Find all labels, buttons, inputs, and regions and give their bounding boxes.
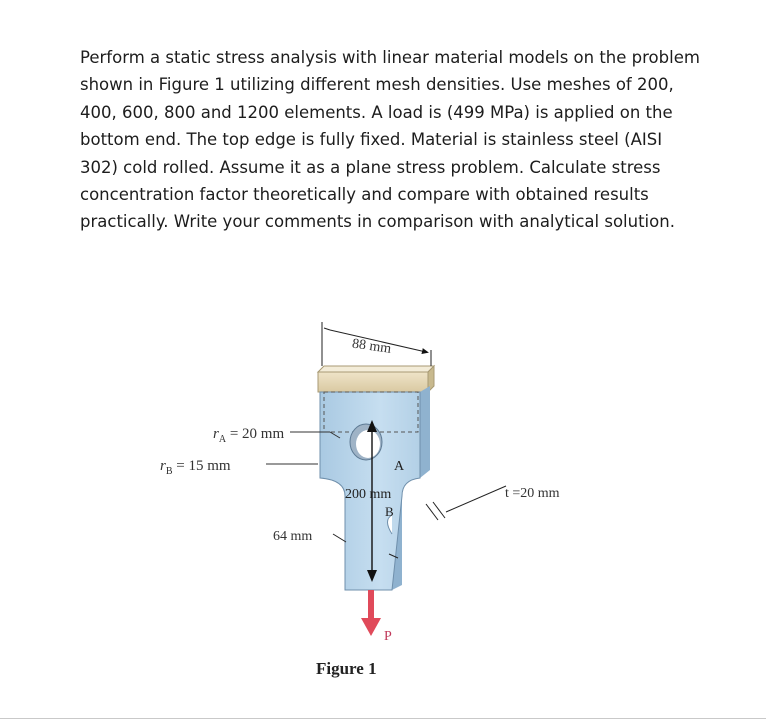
problem-statement: Perform a static stress analysis with linear material models on the problem shown in Figure 1 utilizing different mesh densities. Use meshes of 200, 400, 600, 800 and 1200 elements. A load is (499 MPa) is applied on the bottom end. The top edge is fully fixed. Material is stainless steel (AISI 302) cold rolled. Assume it as a plane stress problem. Calculate stress concentration factor theoretically and compare with obtained results practically. Write your comments in comparison with analytical solution. (80, 48, 700, 232)
point-b-label: B (385, 504, 394, 519)
length-dimension-label: 200 mm (345, 487, 392, 502)
width-dimension-label: 88 mm (351, 336, 393, 357)
load-label: P (384, 629, 392, 644)
lower-width-dimension-label: 64 mm (273, 529, 313, 544)
hole-a (350, 424, 382, 460)
point-a-label: A (394, 459, 405, 474)
fixed-support (318, 366, 434, 392)
svg-text:rA = 20 mm: $r_A = 20$ mm (213, 426, 285, 445)
thickness-dimension (426, 486, 506, 520)
page-divider (0, 718, 766, 719)
load-arrow (361, 590, 381, 636)
figure-caption: Figure 1 (316, 659, 377, 678)
svg-text:rB = 15 mm: $r_B = 15$ mm (160, 458, 231, 477)
radius-b-label (160, 458, 318, 477)
thickness-label: t =20 mm (505, 486, 560, 501)
